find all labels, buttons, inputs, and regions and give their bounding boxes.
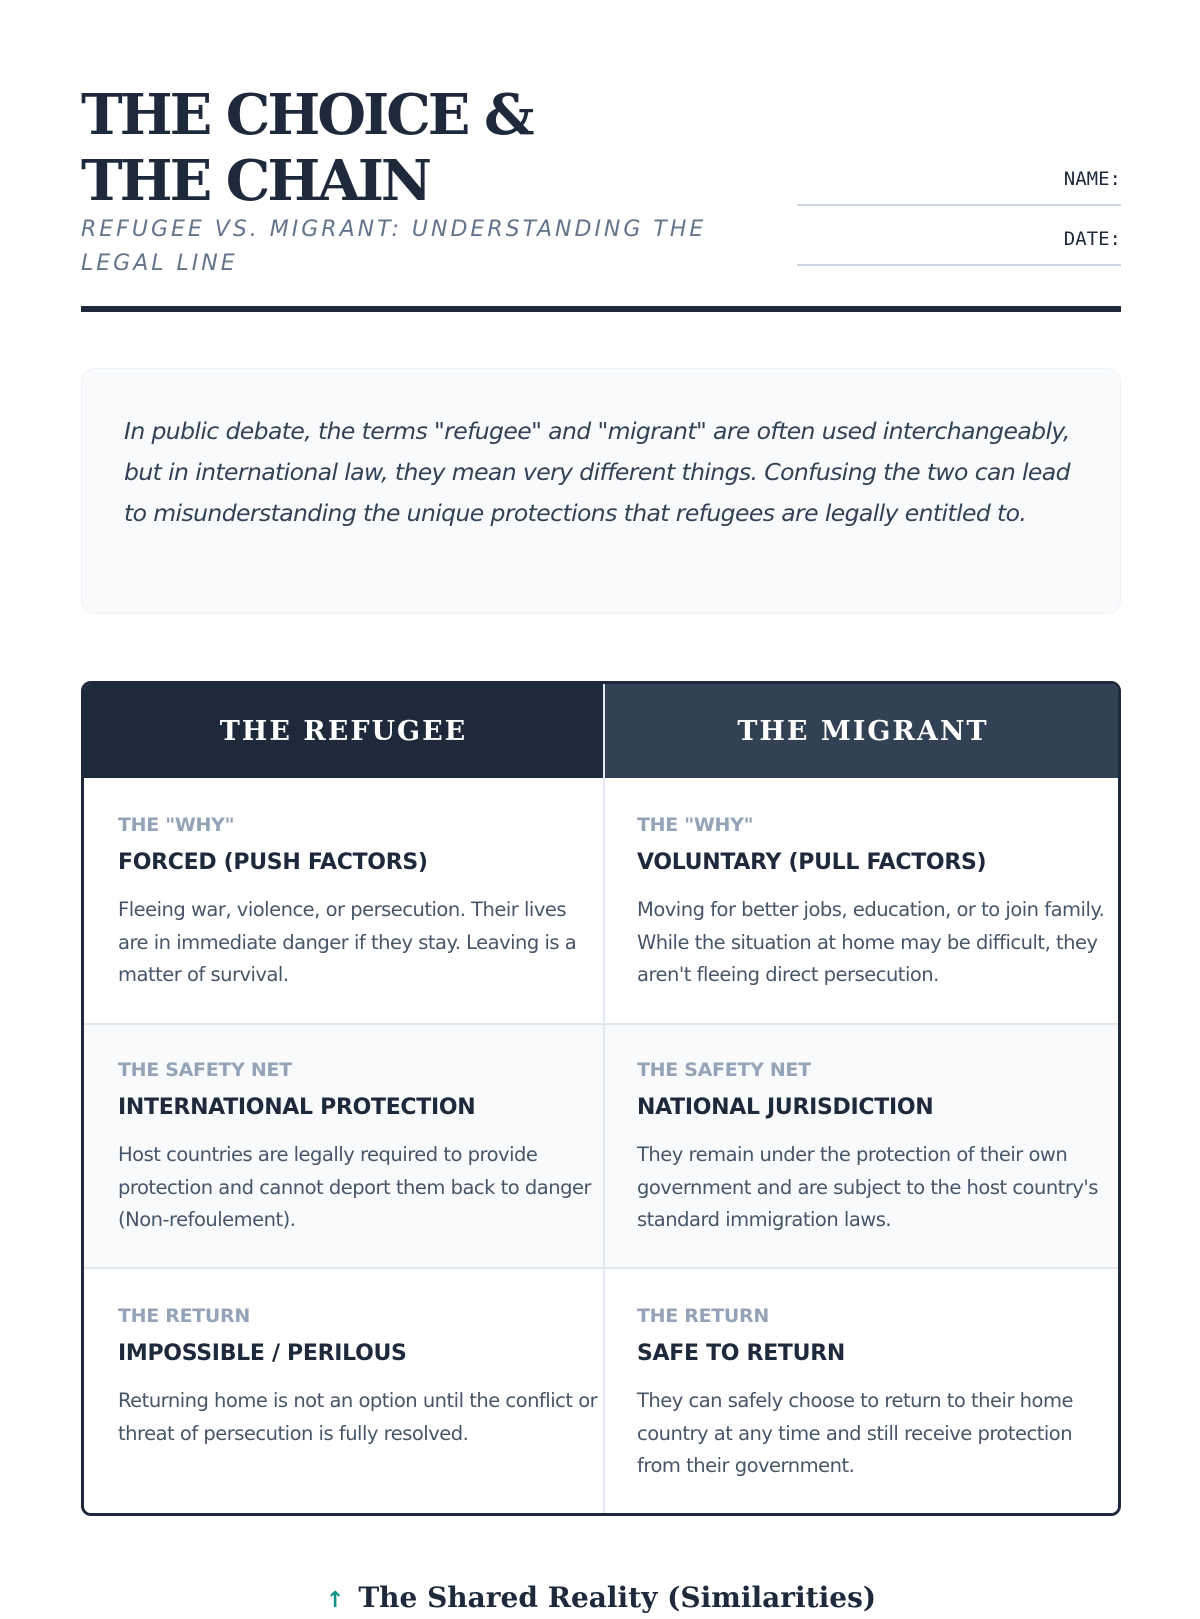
table-row-why: [84, 778, 1118, 1023]
up-arrow-icon: ↑: [325, 1588, 345, 1613]
cell-description: They remain under the protection of their own government and are subject to the host country's standard immigration laws.: [637, 1143, 1098, 1231]
migrant-column-header: THE MIGRANT: [605, 684, 1121, 778]
cell-tag: THE RETURN: [118, 1305, 250, 1327]
cell-description: Fleeing war, violence, or persecution. Their lives are in immediate danger if they stay. Leaving is a matter of survival.: [118, 898, 577, 986]
worksheet-page: [81, 0, 1121, 1614]
intro-text: In public debate, the terms "refugee" and "migrant" are often used interchangeably, but in international law, they mean very different things. Confusing the two can lead to misunderstanding the unique protections that refugees are legally entitled to.: [124, 417, 1070, 527]
name-field[interactable]: [797, 166, 1121, 206]
cell-heading: FORCED (PUSH FACTORS): [118, 850, 428, 875]
cell-heading: SAFE TO RETURN: [637, 1341, 845, 1366]
migrant-why-cell: [637, 778, 1117, 992]
date-label: DATE:: [1063, 228, 1121, 250]
column-divider: [603, 684, 605, 1516]
cell-description: Host countries are legally required to provide protection and cannot deport them back to danger (Non-refoulement).: [118, 1143, 591, 1231]
cell-tag: THE SAFETY NET: [118, 1059, 292, 1081]
cell-heading: VOLUNTARY (PULL FACTORS): [637, 850, 987, 875]
cell-heading: NATIONAL JURISDICTION: [637, 1095, 934, 1120]
cell-tag: THE "WHY": [118, 814, 235, 836]
cell-description: They can safely choose to return to their home country at any time and still receive protection from their government.: [637, 1389, 1073, 1477]
page-subtitle: REFUGEE VS. MIGRANT: UNDERSTANDING THE LEGAL LINE: [81, 217, 707, 276]
cell-tag: THE RETURN: [637, 1305, 769, 1327]
comparison-table: [81, 681, 1121, 1516]
migrant-return-cell: [637, 1269, 1117, 1483]
cell-tag: THE "WHY": [637, 814, 754, 836]
refugee-return-cell: [118, 1269, 598, 1450]
cell-heading: IMPOSSIBLE / PERILOUS: [118, 1341, 407, 1366]
table-row-safety-net: [84, 1023, 1118, 1269]
cell-description: Returning home is not an option until the conflict or threat of persecution is fully resolved.: [118, 1389, 598, 1445]
worksheet-header: [81, 0, 1121, 316]
intro-callout: [81, 368, 1121, 614]
refugee-why-cell: [118, 778, 598, 992]
cell-description: Moving for better jobs, education, or to join family. While the situation at home may be difficult, they aren't fleeing direct persecution.: [637, 898, 1105, 986]
name-label: NAME:: [1063, 168, 1121, 190]
page-title: THE CHOICE & THE CHAIN: [81, 82, 532, 214]
date-field[interactable]: [797, 226, 1121, 266]
migrant-safety-cell: [637, 1025, 1117, 1237]
refugee-column-header: THE REFUGEE: [84, 684, 603, 778]
shared-reality-title: The Shared Reality (Similarities): [358, 1581, 877, 1614]
refugee-safety-cell: [118, 1025, 598, 1237]
table-row-return: [84, 1269, 1118, 1516]
cell-heading: INTERNATIONAL PROTECTION: [118, 1095, 476, 1120]
header-divider: [81, 306, 1121, 312]
cell-tag: THE SAFETY NET: [637, 1059, 811, 1081]
